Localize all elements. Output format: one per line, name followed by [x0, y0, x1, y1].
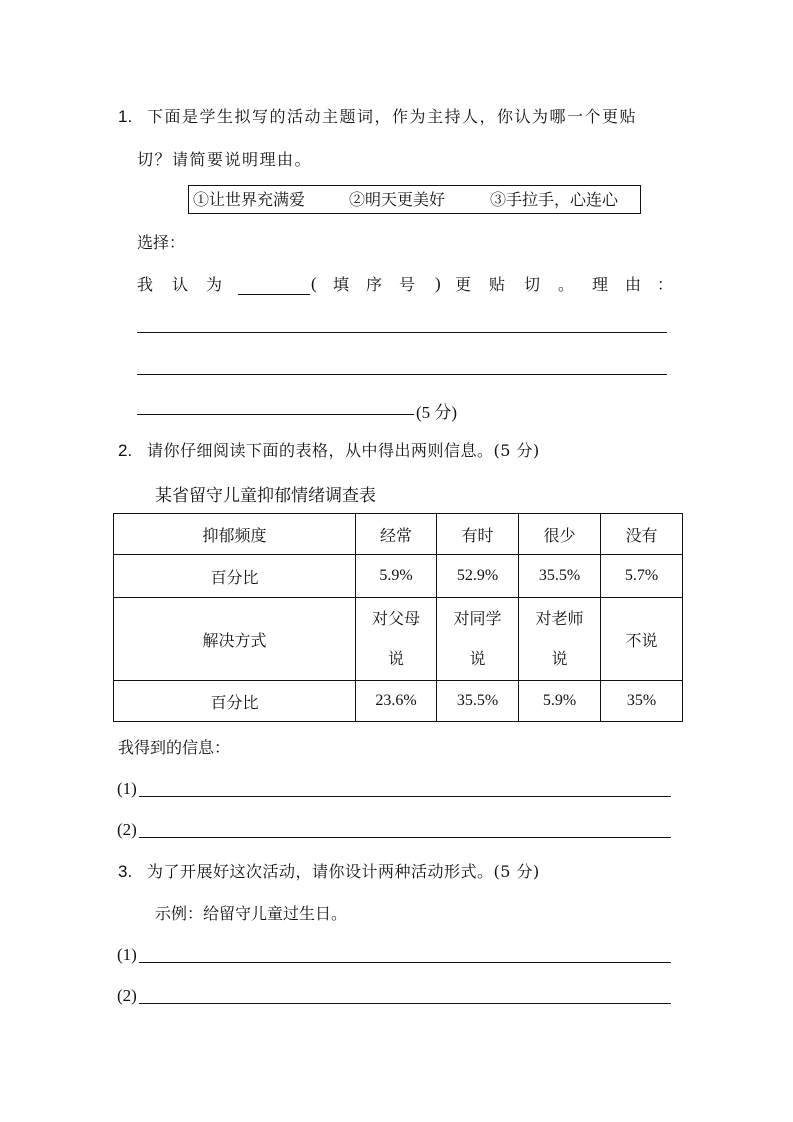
table-row-header: 百分比	[114, 681, 356, 722]
q2-table-title: 某省留守儿童抑郁情绪调查表	[155, 486, 376, 506]
table-cell: 很少	[519, 514, 601, 555]
q2-blank2-label: (2)	[117, 820, 137, 839]
table-row-header: 百分比	[114, 555, 356, 598]
q3-text: 为了开展好这次活动，请你设计两种活动形式。(5 分)	[147, 862, 540, 881]
table-cell-line: 对老师	[535, 609, 584, 628]
table-cell: 没有	[601, 514, 683, 555]
q2-text: 请你仔细阅读下面的表格，从中得出两则信息。(5 分)	[147, 441, 540, 460]
q1-answer-rest-char: 理	[592, 275, 609, 294]
q2-number: 2.	[118, 441, 133, 460]
table-cell: 52.9%	[437, 555, 519, 598]
q2-blank2-line[interactable]	[139, 837, 671, 838]
q1-fill-blank[interactable]	[238, 278, 310, 295]
q2-blank1-label: (1)	[117, 779, 137, 798]
q1-answer-char: 认	[172, 275, 189, 294]
q1-paren-open: (	[311, 274, 317, 293]
table-cell: 23.6%	[356, 681, 437, 722]
table-cell	[519, 598, 601, 681]
q3-blank1-line[interactable]	[139, 962, 671, 963]
table-cell	[356, 598, 437, 681]
table-cell-line: 对同学	[453, 609, 502, 628]
table-cell: 35.5%	[519, 555, 601, 598]
table-cell	[437, 598, 519, 681]
q1-answer-line	[137, 274, 674, 297]
q2-info-label: 我得到的信息：	[118, 738, 231, 757]
q1-fill-char: 填	[333, 275, 350, 294]
table-row-header: 解决方式	[114, 598, 356, 681]
table-row	[114, 555, 683, 598]
survey-table	[113, 513, 683, 722]
q1-option-2: ②明天更美好	[349, 190, 446, 209]
q1-paren-close: )	[435, 274, 441, 293]
q1-option-1: ①让世界充满爱	[193, 190, 306, 209]
table-row	[114, 514, 683, 555]
table-cell-line: 对父母	[371, 609, 420, 628]
q1-answer-char: 我	[137, 275, 154, 294]
q1-answer-rest-char: 更	[455, 275, 472, 294]
q1-answer-rest-char: ：	[657, 275, 674, 294]
table-cell: 5.9%	[356, 555, 437, 598]
q1-fill-char: 号	[399, 275, 416, 294]
table-row	[114, 598, 683, 681]
table-cell: 经常	[356, 514, 437, 555]
table-cell: 35.5%	[437, 681, 519, 722]
q3-blank2-line[interactable]	[139, 1003, 671, 1004]
table-cell-line: 说	[551, 649, 568, 668]
q1-number: 1.	[118, 107, 133, 126]
q1-score: (5 分)	[416, 403, 458, 422]
q1-options-box	[188, 185, 641, 214]
table-cell: 5.7%	[601, 555, 683, 598]
table-cell: 35%	[601, 681, 683, 722]
q1-reason-line-2[interactable]	[137, 374, 667, 375]
q1-reason-line-3[interactable]	[137, 414, 414, 415]
q2-blank1-line[interactable]	[139, 796, 671, 797]
q1-option-3: ③手拉手，心连心	[490, 190, 619, 209]
q1-answer-rest-char: 贴	[489, 275, 506, 294]
q3-example: 示例：给留守儿童过生日。	[155, 904, 348, 923]
q1-answer-rest-char: 由	[625, 275, 642, 294]
table-cell: 不说	[601, 598, 683, 681]
table-cell: 有时	[437, 514, 519, 555]
q1-text-line1: 下面是学生拟写的活动主题词，作为主持人，你认为哪一个更贴	[147, 107, 638, 126]
table-row	[114, 681, 683, 722]
table-cell-line: 说	[387, 649, 404, 668]
table-row-header: 抑郁频度	[114, 514, 356, 555]
q1-answer-rest-char: 切	[524, 275, 541, 294]
table-cell-line: 说	[469, 649, 486, 668]
q3-blank2-label: (2)	[117, 986, 137, 1005]
q3-number: 3.	[118, 862, 133, 881]
q1-choice-label: 选择：	[137, 233, 186, 252]
q3-blank1-label: (1)	[117, 945, 137, 964]
q1-answer-char: 为	[206, 275, 223, 294]
q1-text-line2: 切？请简要说明理由。	[137, 150, 313, 169]
q1-reason-line-1[interactable]	[137, 332, 667, 333]
q1-fill-char: 序	[366, 275, 383, 294]
table-cell: 5.9%	[519, 681, 601, 722]
q1-answer-rest-char: 。	[558, 275, 575, 294]
